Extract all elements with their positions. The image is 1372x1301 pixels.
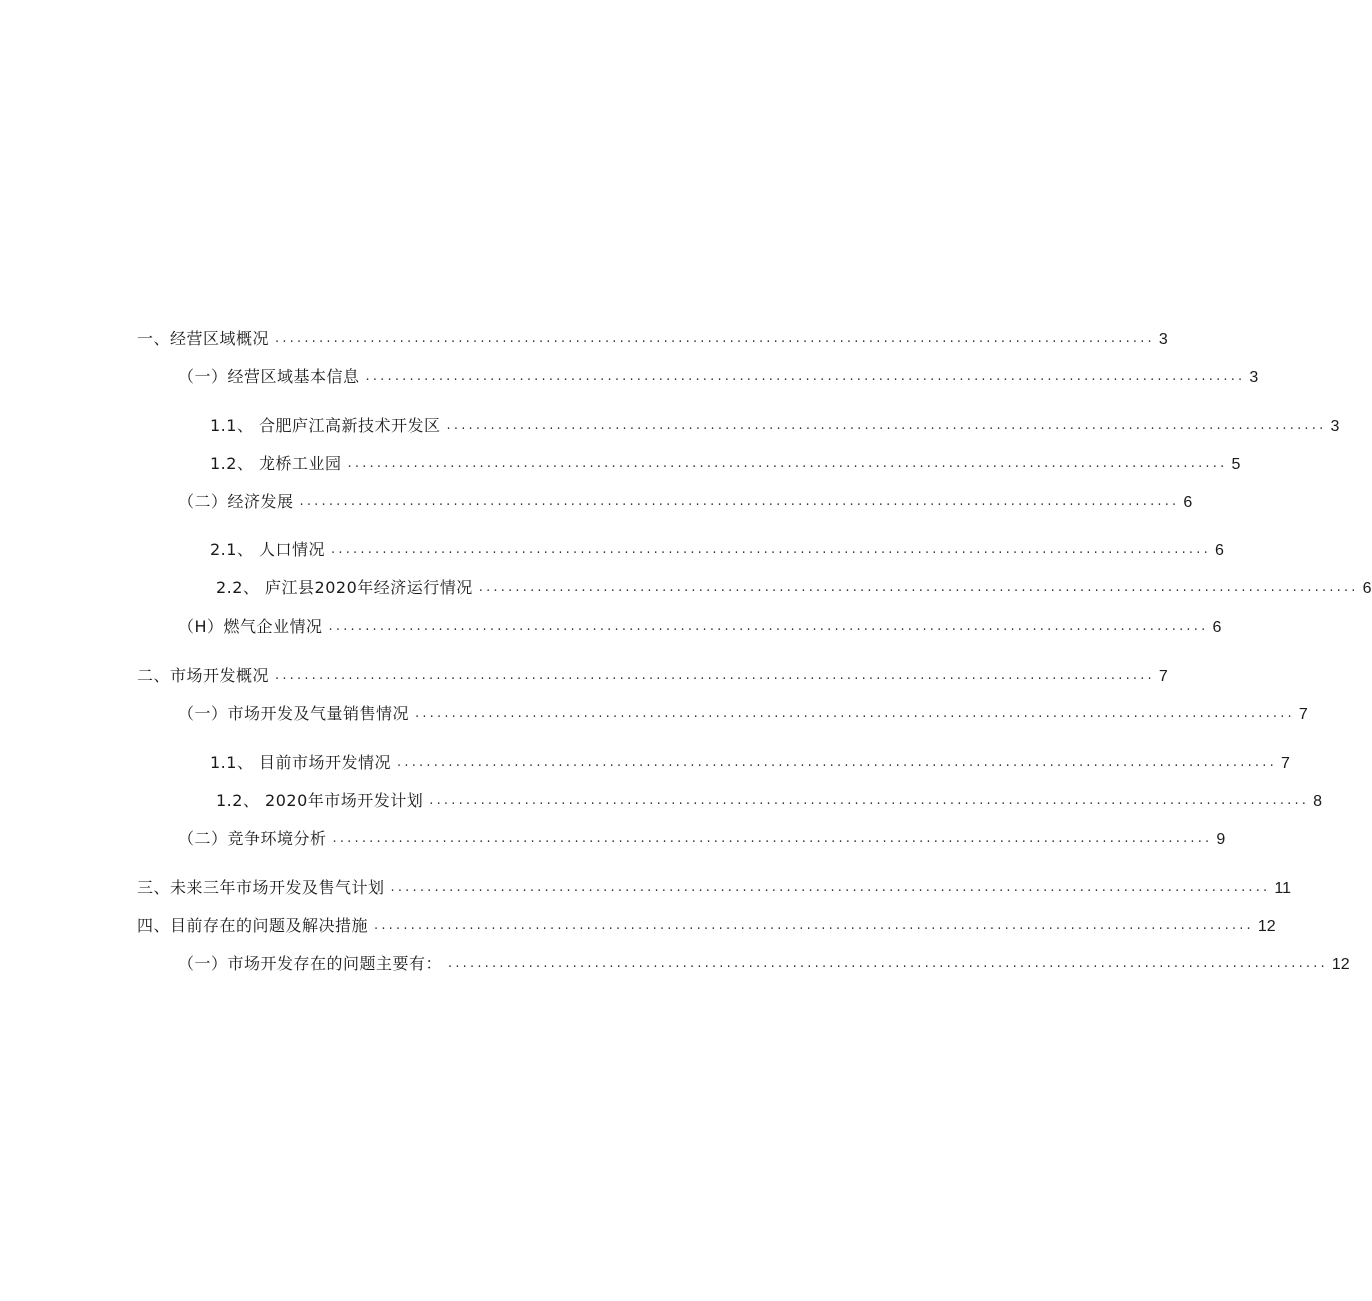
toc-entry[interactable] — [216, 577, 1372, 601]
toc-entry-page: 7 — [1158, 668, 1168, 685]
toc-entry[interactable] — [210, 453, 1241, 477]
toc-entry-title: 三、未来三年市场开发及售气计划 — [137, 878, 385, 897]
toc-entry[interactable] — [178, 828, 1226, 852]
toc-entry-page: 3 — [1158, 331, 1168, 348]
toc-entry-page: 6 — [1183, 494, 1193, 511]
toc-entry-title: 1.1、 合肥庐江高新技术开发区 — [210, 416, 441, 435]
toc-entry[interactable] — [137, 328, 1168, 352]
toc-entry[interactable] — [210, 539, 1224, 563]
toc-entry-title: 2.1、 人口情况 — [210, 540, 326, 559]
dot-leader: ........................................................................................................................ — [390, 880, 1271, 895]
dot-leader: ........................................................................................................................ — [446, 418, 1327, 433]
toc-entry-title: 一、经营区域概况 — [137, 329, 270, 348]
toc-entry-page: 7 — [1280, 755, 1290, 772]
toc-entry-title: （二）经济发展 — [178, 492, 294, 511]
toc-entry-page: 6 — [1212, 619, 1222, 636]
toc-entry[interactable] — [178, 703, 1308, 727]
toc-entry[interactable] — [137, 915, 1276, 939]
toc-entry-page: 12 — [1257, 918, 1276, 935]
toc-entry-title: （一）经营区域基本信息 — [178, 367, 360, 386]
toc-entry-page: 12 — [1331, 956, 1350, 973]
toc-entry-page: 6 — [1214, 542, 1224, 559]
toc-entry-page: 9 — [1216, 831, 1226, 848]
toc-entry-page: 3 — [1249, 369, 1259, 386]
dot-leader: ........................................................................................................................ — [397, 755, 1277, 770]
toc-entry[interactable] — [216, 790, 1323, 814]
toc-entry-title: 1.2、 2020年市场开发计划 — [216, 791, 424, 810]
dot-leader: ........................................................................................................................ — [429, 793, 1310, 808]
toc-entry[interactable] — [178, 953, 1350, 977]
toc-entry-title: （H）燃气企业情况 — [178, 617, 323, 636]
toc-entry-title: 二、市场开发概况 — [137, 666, 270, 685]
dot-leader: ........................................................................................................................ — [299, 494, 1180, 509]
dot-leader: ........................................................................................................................ — [365, 369, 1246, 384]
dot-leader: ........................................................................................................................ — [478, 580, 1359, 595]
dot-leader: ........................................................................................................................ — [448, 956, 1328, 971]
dot-leader: ........................................................................................................................ — [328, 619, 1209, 634]
dot-leader: ........................................................................................................................ — [332, 831, 1213, 846]
toc-entry-page: 7 — [1298, 706, 1308, 723]
toc-entry-title: 1.1、 目前市场开发情况 — [210, 753, 392, 772]
toc-entry[interactable] — [178, 491, 1193, 515]
toc-entry[interactable] — [178, 366, 1259, 390]
toc-entry-page: 5 — [1231, 456, 1241, 473]
dot-leader: ........................................................................................................................ — [374, 918, 1254, 933]
dot-leader: ........................................................................................................................ — [331, 542, 1211, 557]
toc-entry[interactable] — [137, 877, 1292, 901]
toc-entry[interactable] — [137, 665, 1168, 689]
toc-entry-page: 6 — [1362, 580, 1372, 597]
toc-entry-title: 2.2、 庐江县2020年经济运行情况 — [216, 578, 473, 597]
toc-entry-title: （二）竞争环境分析 — [178, 829, 327, 848]
toc-entry-page: 8 — [1313, 793, 1323, 810]
toc-entry[interactable] — [210, 415, 1340, 439]
toc-entry-page: 3 — [1330, 418, 1340, 435]
toc-entry-title: 四、目前存在的问题及解决措施 — [137, 916, 369, 935]
dot-leader: ........................................................................................................................ — [347, 456, 1228, 471]
toc-entry-title: （一）市场开发及气量销售情况 — [178, 704, 410, 723]
toc-entry[interactable] — [210, 752, 1290, 776]
dot-leader: ........................................................................................................................ — [415, 706, 1295, 721]
toc-entry-title: 1.2、 龙桥工业园 — [210, 454, 342, 473]
toc-entry-page: 11 — [1274, 880, 1292, 897]
dot-leader: ........................................................................................................................ — [275, 331, 1155, 346]
dot-leader: ........................................................................................................................ — [275, 668, 1155, 683]
toc-entry[interactable] — [178, 616, 1222, 640]
toc-entry-title: （一）市场开发存在的问题主要有： — [178, 954, 443, 973]
